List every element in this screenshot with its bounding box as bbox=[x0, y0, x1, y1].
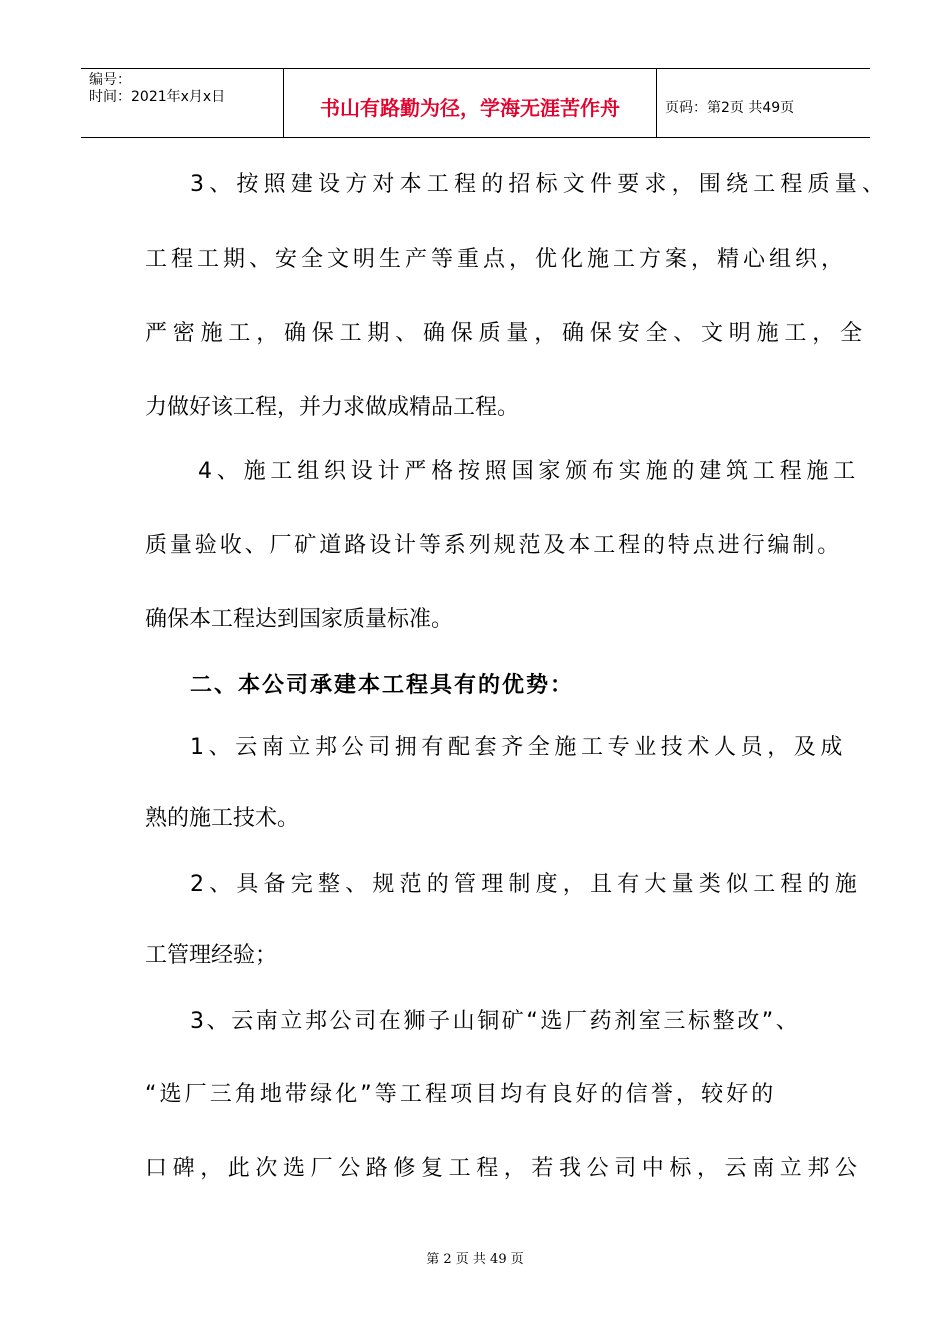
body-line: 熟的施工技术。 bbox=[145, 806, 300, 831]
document-date-label: 时间：2021年x月x日 bbox=[89, 89, 226, 105]
body-line: 质量验收、厂矿道路设计等系列规范及本工程的特点进行编制。 bbox=[145, 533, 843, 558]
body-line: 严密施工，确保工期、确保质量，确保安全、文明施工，全 bbox=[145, 321, 868, 346]
body-line: 2、具备完整、规范的管理制度，且有大量类似工程的施 bbox=[190, 872, 862, 897]
header-motto: 书山有路勤为径，学海无涯苦作舟 bbox=[320, 95, 620, 120]
body-line: 确保本工程达到国家质量标准。 bbox=[145, 607, 454, 632]
body-line: 工程工期、安全文明生产等重点，优化施工方案，精心组织， bbox=[145, 247, 848, 272]
header-page-cell bbox=[657, 69, 869, 137]
header-meta bbox=[89, 69, 279, 140]
page-footer: 第 2 页 共 49 页 bbox=[426, 1252, 524, 1267]
body-line: “选厂三角地带绿化”等工程项目均有良好的信誉，较好的 bbox=[145, 1082, 777, 1107]
body-line: 口碑，此次选厂公路修复工程，若我公司中标，云南立邦公 bbox=[145, 1156, 863, 1181]
body-line: 3、云南立邦公司在狮子山铜矿“选厂药剂室三标整改”、 bbox=[190, 1009, 801, 1034]
page-header bbox=[81, 68, 870, 138]
body-line: 3、按照建设方对本工程的招标文件要求，围绕工程质量、 bbox=[190, 172, 890, 197]
header-page-info: 页码：第2页 共49页 bbox=[665, 100, 795, 116]
section-heading: 二、本公司承建本工程具有的优势： bbox=[190, 673, 575, 698]
body-line: 1、云南立邦公司拥有配套齐全施工专业技术人员，及成 bbox=[190, 735, 847, 760]
header-motto-cell bbox=[283, 69, 657, 137]
body-line: 4、施工组织设计严格按照国家颁布实施的建筑工程施工 bbox=[198, 459, 860, 484]
document-number-label: 编号： bbox=[89, 72, 131, 88]
body-line: 力做好该工程，并力求做成精品工程。 bbox=[145, 395, 520, 420]
body-line: 工管理经验； bbox=[145, 943, 278, 968]
